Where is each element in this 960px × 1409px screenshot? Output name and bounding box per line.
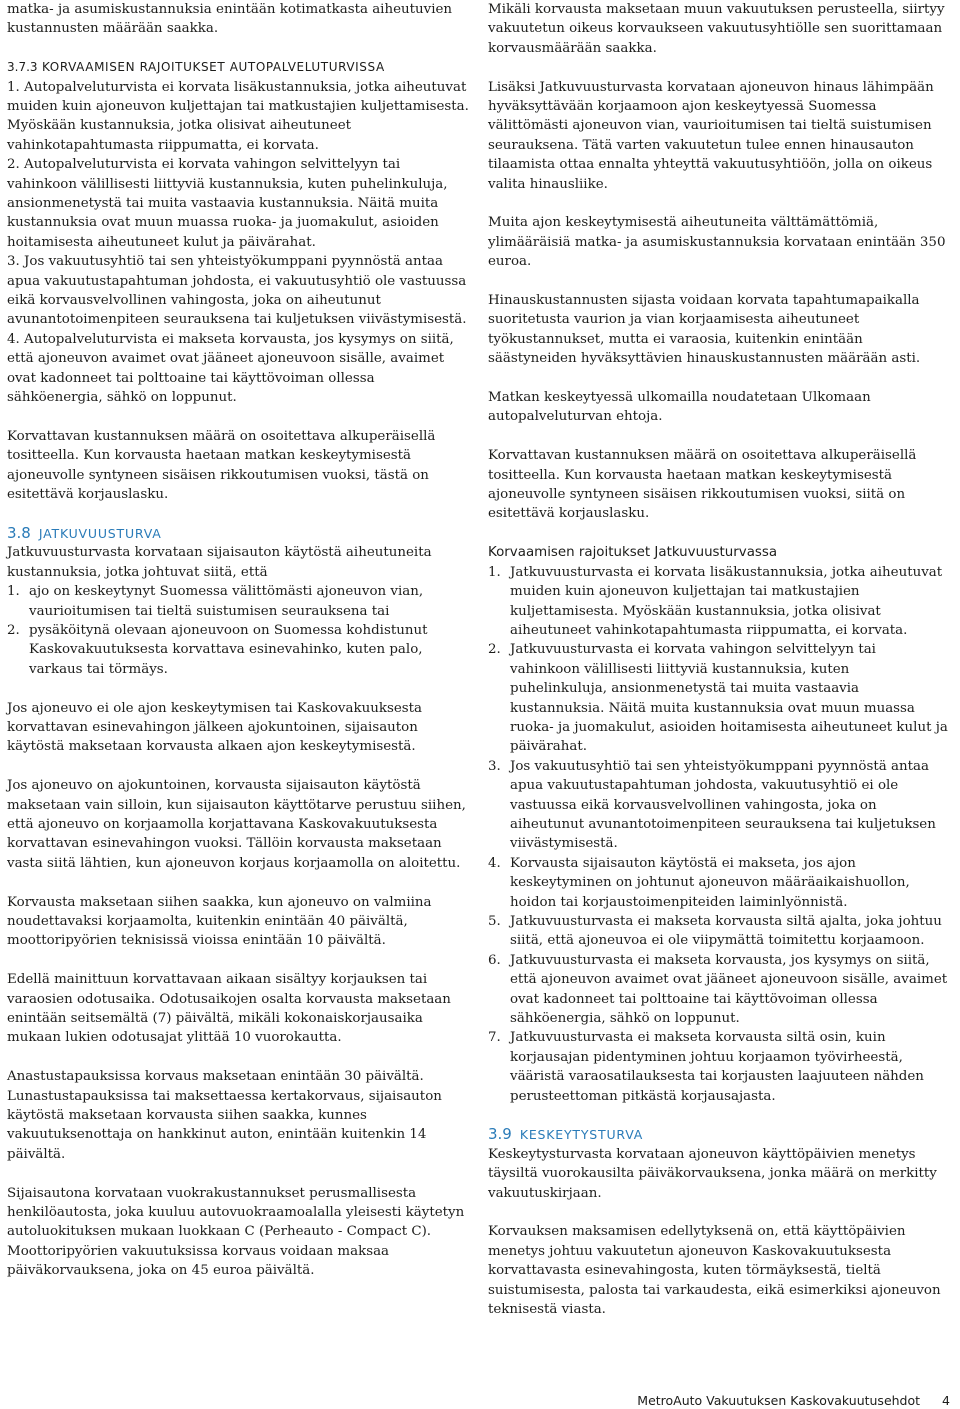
paragraph-lisaksi: Lisäksi Jatkuvuusturvasta korvataan ajoneuvon hinaus lähimpään hyväksyttävään korjaamoon ajon keskeytyessä Suomessa välittömästi ajoneuvon vian, vaurioitumisen tai tieltä suistumisen seurauksena. Tätä varten vakuutetun tulee ennen hinausauton tilaamista ottaa ennalta yhteyttä vakuutusyhtiöön, jolla on oikeus valita hinausliike.	[488, 79, 934, 192]
list-item: 2. Jatkuvuusturvasta ei korvata vahingon selvittelyyn tai vahinkoon välillisesti liittyviä kustannuksia, kuten puhelinkuluja, ansionmenetystä tai muita vastaavia kustannuksia. Näitä muita kustannuksia ovat muun muassa ruoka- ja juomakulut, asioiden hoitamisesta aiheutuneet kulut ja päivärahat.	[488, 642, 948, 755]
list-38	[7, 582, 473, 679]
list-item: 2. Autopalveluturvista ei korvata vahingon selvittelyyn tai vahinkoon välillisesti liittyviä kustannuksia, kuten puhelinkuluja, ansionmenetystä tai muita vastaavia kustannuksia. Näitä muita kustannuksia ovat muun muassa ruoka- ja juomakulut, asioiden hoitamisesta aiheutuneet kulut ja päivärahat.	[7, 157, 448, 250]
list-item: 1. ajo on keskeytynyt Suomessa välittömästi ajoneuvon vian, vaurioitumisen tai tieltä suistumisen seurauksena tai	[7, 584, 424, 619]
paragraph-38-intro: Jatkuvuusturvasta korvataan sijaisauton käytöstä aiheutuneita kustannuksia, jotka johtuvat siitä, että	[7, 545, 432, 580]
paragraph-mikali: Mikäli korvausta maksetaan muun vakuutuksen perusteella, siirtyy vakuutetun oikeus korvaukseen vakuutusyhtiölle sen suorittamaan korvausmäärään saakka.	[488, 2, 945, 56]
page-footer	[637, 1393, 950, 1408]
footer-doc-title: MetroAuto Vakuutuksen Kaskovakuutusehdot	[637, 1393, 921, 1408]
paragraph-jos-2: Jos ajoneuvo on ajokuntoinen, korvausta sijaisauton käytöstä maksetaan vain silloin, kun sijaisauton käyttötarve perustuu siihen, että ajoneuvo on korjaamolla korjattavana Kaskovakuutuksesta korvattavan esinevahingon vuoksi. Tällöin korvausta maksetaan vasta siitä lähtien, kun ajoneuvon korjaus korjaamolla on aloitettu.	[7, 778, 466, 871]
paragraph-matkan: Matkan keskeytyessä ulkomailla noudatetaan Ulkomaan autopalveluturvan ehtoja.	[488, 390, 871, 425]
paragraph-korvausta: Korvausta maksetaan siihen saakka, kun ajoneuvo on valmiina noudettavaksi korjaamolta, kuitenkin enintään 40 päivältä, moottoripyörien teknisissä vioissa enintään 10 päivältä.	[7, 894, 432, 949]
subheading-rajoitukset: Korvaamisen rajoitukset Jatkuvuusturvassa	[488, 545, 778, 561]
left-column	[7, 0, 473, 1281]
list-item: 3. Jos vakuutusyhtiö tai sen yhteistyökumppani pyynnöstä antaa apua vakuutustapahtuman johdosta, vakuutusyhtiö ei ole vastuussa eikä korvausvelvollinen vahingosta, joka on aiheutunut avunantotoimenpiteen seurauksena tai kuljetuksen viivästymisestä.	[488, 758, 936, 852]
paragraph-39-1: Keskeytysturvasta korvataan ajoneuvon käyttöpäivien menetys täysiltä vuorokausilta päiväkorvauksena, jonka määrä on merkitty vakuutuskirjaan.	[488, 1146, 937, 1201]
paragraph-korvattavan: Korvattavan kustannuksen määrä on osoitettava alkuperäisellä tositteella. Kun korvausta haetaan matkan keskeytymisestä ajoneuvolle syntyneen sisäisen rikkoutumisen vuoksi, tästä on esitettävä korjauslasku.	[7, 428, 436, 503]
paragraph-jos-1: Jos ajoneuvo ei ole ajon keskeytymisen tai Kaskovakuuksesta korvattavan esinevahingon jälkeen ajokuntoinen, sijaisauton käytöstä maksetaan korvausta alkaen ajon keskeytymisestä.	[7, 700, 422, 755]
list-item: 4. Autopalveluturvista ei makseta korvausta, jos kysymys on siitä, että ajoneuvon avaimet ovat jääneet ajoneuvoon sisälle, avaimet ovat kadonneet tai polttoaine tai käyttövoiman ollessa sähköenergia, sähkö on loppunut.	[7, 331, 454, 406]
paragraph-39-2: Korvauksen maksamisen edellytyksenä on, että käyttöpäivien menetys johtuu vakuutetun ajoneuvon Kaskovakuutuksesta korvattavasta esinevahingosta, kuten törmäyksestä, tieltä suistumisesta, palosta tai varkaudesta, eikä esimerkiksi ajoneuvon teknisestä viasta.	[488, 1224, 941, 1318]
list-373	[7, 78, 473, 408]
list-item: 7. Jatkuvuusturvasta ei makseta korvausta siltä osin, kuin korjausajan pidentyminen johtuu korjaamon työvirheestä, vääristä varaosatilauksesta tai korjausten laajuuteen nähden perusteettoman pitkästä korjausajasta.	[488, 1030, 924, 1104]
paragraph-muita: Muita ajon keskeytymisestä aiheutuneita välttämättömiä, ylimääräisiä matka- ja asumiskustannuksia korvataan enintään 350 euroa.	[488, 215, 946, 270]
list-rajoitukset	[488, 563, 950, 1106]
paragraph-korvattavan-right: Korvattavan kustannuksen määrä on osoitettava alkuperäisellä tositteella. Kun korvausta haetaan matkan keskeytymisestä ajoneuvolle syntyneen sisäisen rikkoutumisen vuoksi, siitä on esitettävä korjauslasku.	[488, 448, 917, 522]
right-column	[488, 0, 950, 1320]
section-heading-38: 3.8 JATKUVUUSTURVA	[7, 523, 162, 542]
list-item: 2. pysäköitynä olevaan ajoneuvoon on Suomessa kohdistunut Kaskovakuutuksesta korvattava esinevahinko, kuten palo, varkaus tai törmäys.	[7, 622, 428, 677]
list-item: 3. Jos vakuutusyhtiö tai sen yhteistyökumppani pyynnöstä antaa apua vakuutustapahtuman johdosta, ei vakuutusyhtiö ole vastuussa eikä korvausvelvollinen vahingosta, joka on aiheutunut avunantotoimenpiteen seurauksena tai kuljetuksen viivästymisestä.	[7, 254, 467, 328]
paragraph-anastus: Anastustapauksissa korvaus maksetaan enintään 30 päivältä. Lunastustapauksissa tai maksettaessa kertakorvaus, sijaisauton käytöstä maksetaan korvausta siihen saakka, kunnes vakuutuksenottaja on hankkinut auton, enintään kuitenkin 14 päivältä.	[7, 1069, 442, 1162]
list-item: 6. Jatkuvuusturvasta ei makseta korvausta, jos kysymys on siitä, että ajoneuvon avaimet ovat jääneet ajoneuvoon sisälle, avaimet ovat kadonneet tai polttoaine tai käyttövoiman ollessa sähköenergia, sähkö on loppunut.	[488, 952, 948, 1027]
paragraph-sijaisauto: Sijaisautona korvataan vuokrakustannukset perusmallisesta henkilöautosta, joka kuuluu autovuokraamoalalla yleisesti käytetyn autoluokituksen mukaan luokkaan C (Perheauto - Compact C). Moottoripyörien vakuutuksissa korvaus voidaan maksaa päiväkorvauksena, joka on 45 euroa päivältä.	[7, 1185, 465, 1279]
list-item: 1. Jatkuvuusturvasta ei korvata lisäkustannuksia, jotka aiheutuvat muiden kuin ajoneuvon kuljettajan tai matkustajien kuljettamisesta. Myöskään kustannuksia, jotka olisivat aiheutuneet vahinkotapahtumasta riippumatta, ei korvata.	[488, 564, 943, 638]
page-number: 4	[942, 1393, 950, 1408]
section-heading-39: 3.9 KESKEYTYSTURVA	[488, 1125, 644, 1144]
list-item: 1. Autopalveluturvista ei korvata lisäkustannuksia, jotka aiheutuvat muiden kuin ajoneuvon kuljettajan tai matkustajien kuljettamisesta. Myöskään kustannuksia, jotka olisivat aiheutuneet vahinkotapahtumasta riippumatta, ei korvata.	[7, 79, 469, 153]
paragraph-continued: matka- ja asumiskustannuksia enintään kotimatkasta aiheutuvien kustannusten määrään saakka.	[7, 2, 453, 37]
paragraph-hinaus: Hinauskustannusten sijasta voidaan korvata tapahtumapaikalla suoritetusta vaurion ja vian korjaamisesta aiheutuneet työkustannukset, mutta ei varaosia, kuitenkin enintään säästyneiden hyväksyttävien hinauskustannusten määrään asti.	[488, 293, 921, 367]
section-heading-373: 3.7.3 KORVAAMISEN RAJOITUKSET AUTOPALVELUTURVISSA	[7, 60, 385, 75]
paragraph-edella: Edellä mainittuun korvattavaan aikaan sisältyy korjauksen tai varaosien odotusaika. Odotusaikojen osalta korvausta maksetaan enintään seitsemältä (7) päivältä, mikäli kokonaiskorjausaika mukaan lukien odotusajat ylittää 10 vuorokautta.	[7, 972, 451, 1046]
list-item: 5. Jatkuvuusturvasta ei makseta korvausta siltä ajalta, joka johtuu siitä, että ajoneuvoa ei ole viipymättä toimitettu korjaamoon.	[488, 914, 942, 949]
list-item: 4. Korvausta sijaisauton käytöstä ei makseta, jos ajon keskeytyminen on johtunut ajoneuvon määräaikaishuollon, hoidon tai korjaustoimenpiteiden laiminlyönnistä.	[488, 855, 910, 910]
